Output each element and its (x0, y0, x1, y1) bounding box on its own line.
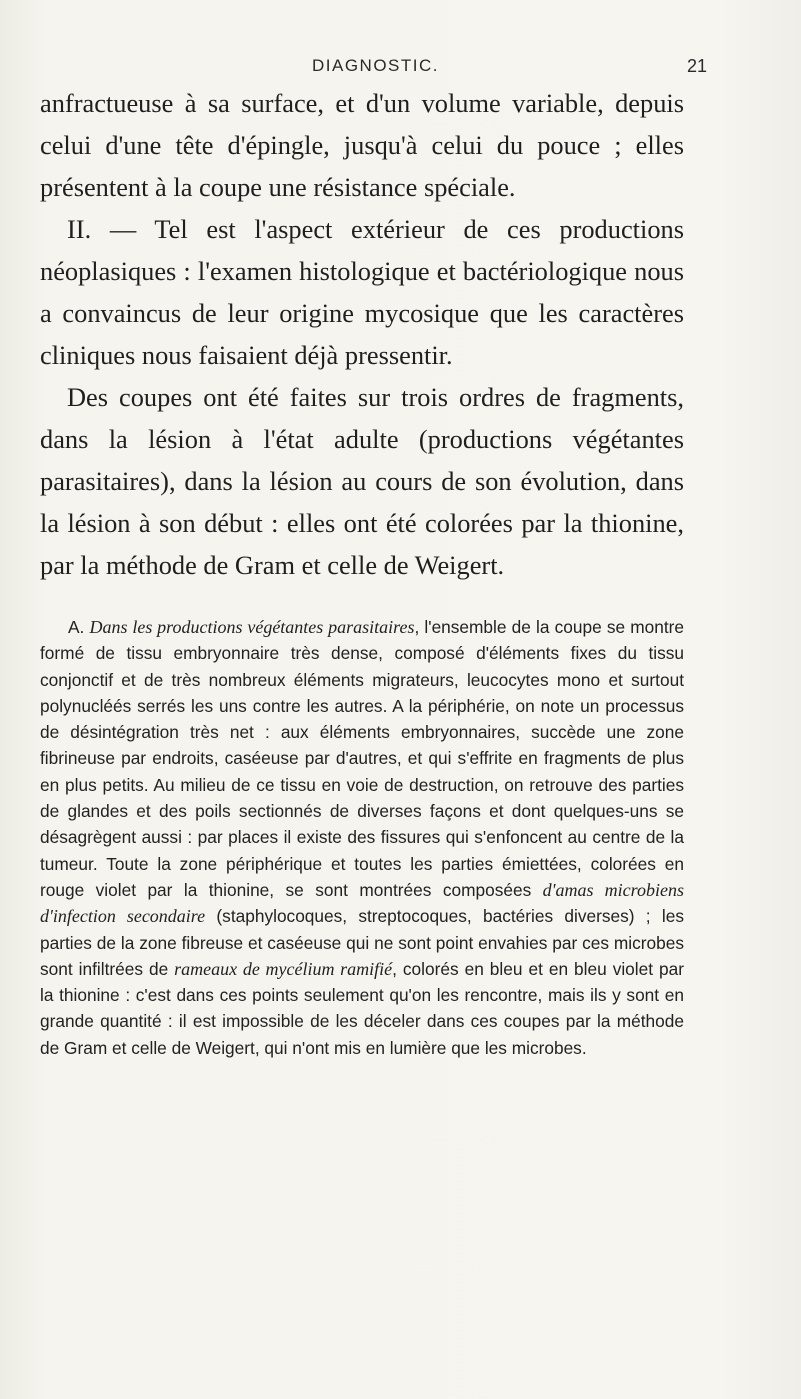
page-number: 21 (687, 56, 708, 76)
text-block (40, 82, 684, 1061)
paragraph-section-ii: II. — Tel est l'aspect extérieur de ces productions néoplasiques : l'examen histologique et bactériologique nous a convaincus de leur origine mycosique que les caractères cliniques nous faisaient déjà pressentir. (40, 214, 684, 370)
note-italic-title: Dans les productions végétantes parasitaires (89, 617, 415, 637)
note-text-3: , colorés en bleu et en bleu violet par la thionine : c'est dans ces points seulement qu'on les rencontre, mais ils y sont en grande quantité : il est impossible de les déceler dans ces coupes par la méthode de Gram et celle de Weigert, qui n'ont mis en lumière que les microbes. (40, 958, 684, 1058)
note-block (40, 614, 684, 1061)
running-head: DIAGNOSTIC. (312, 56, 440, 75)
main-text (40, 82, 684, 586)
note-italic-rameaux: rameaux de mycélium ramifié (174, 958, 393, 979)
note-text-2: (staphylocoques, streptocoques, bactéries diverses) ; les parties de la zone fibreuse et caséeuse qui ne sont point envahies par ces microbes sont infiltrées de (40, 906, 684, 979)
page-header (0, 56, 801, 82)
note-prefix: A. (68, 617, 85, 637)
note-text-1: , l'ensemble de la coupe se montre formé de tissu embryonnaire très dense, composé d'éléments fixes du tissu conjonctif et de très nombreux éléments migrateurs, leucocytes mono et surtout polynucléés serrés les uns contre les autres. A la périphérie, on note un processus de désintégration très net : aux éléments embryonnaires, succède une zone fibrineuse par endroits, caséeuse par d'autres, et qui s'effrite en fragments de plus en plus petits. Au milieu de ce tissu en voie de destruction, on retrouve des parties de glandes et des poils sectionnés de diverses façons et dont quelques-uns se désagrègent aussi : par places il existe des fissures qui s'enfoncent au centre de la tumeur. Toute la zone périphérique et toutes les parties émiettées, colorées en rouge violet par la thionine, se sont montrées composées (40, 617, 684, 900)
note-italic-amas: d'amas microbiens d'infection secondaire (40, 879, 684, 927)
paragraph-continued: anfractueuse à sa surface, et d'un volume variable, depuis celui d'une tête d'épingle, jusqu'à celui du pouce ; elles présentent à la coupe une résistance spéciale. (40, 88, 684, 202)
paragraph-coupes: Des coupes ont été faites sur trois ordres de fragments, dans la lésion à l'état adulte (productions végétantes parasitaires), dans la lésion au cours de son évolution, dans la lésion à son début : elles ont été colorées par la thionine, par la méthode de Gram et celle de Weigert. (40, 382, 684, 580)
note-paragraph-a (40, 614, 684, 1061)
